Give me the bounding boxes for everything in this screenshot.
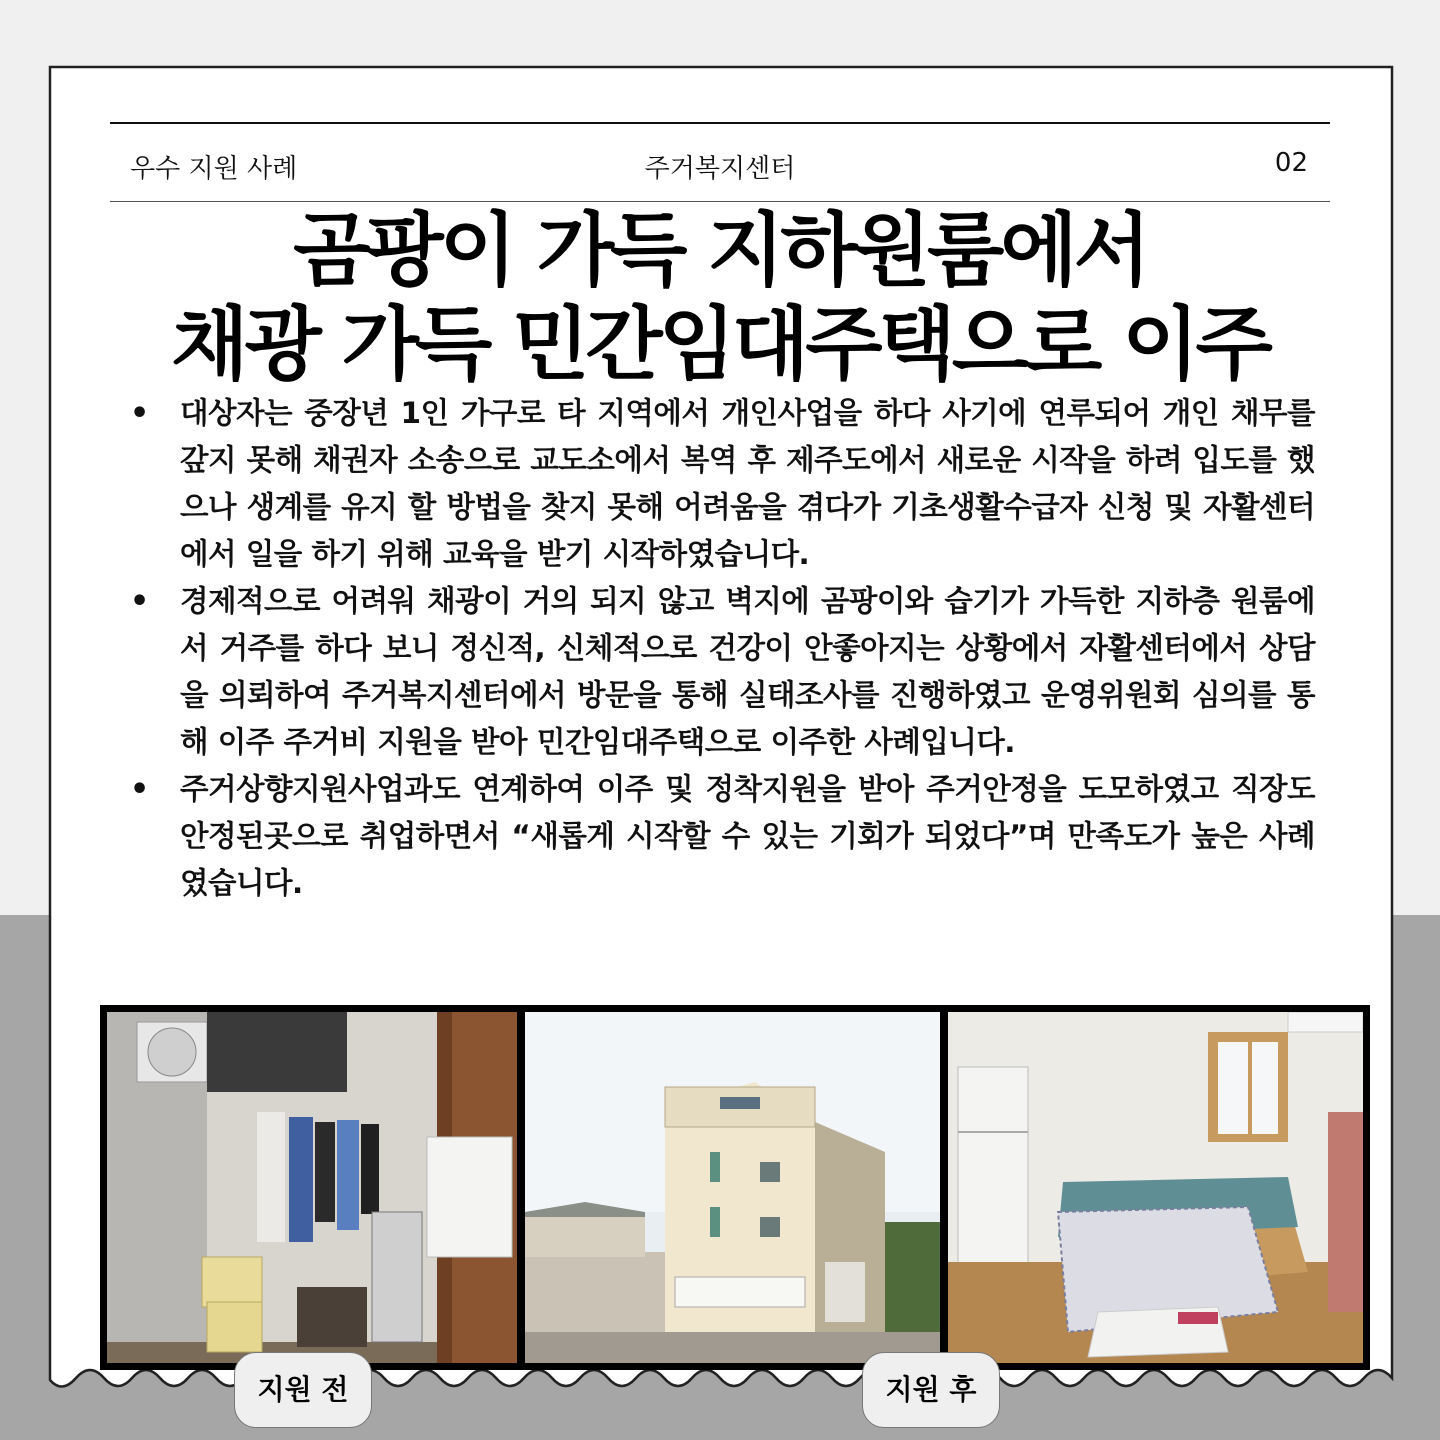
before-label: 지원 전: [234, 1352, 372, 1428]
bullet-dot: •: [130, 772, 149, 807]
title-line-1: 곰팡이 가득 지하원룸에서: [293, 204, 1147, 297]
page-title: [60, 204, 1380, 392]
bullet-text: 대상자는 중장년 1인 가구로 타 지역에서 개인사업을 하다 사기에 연루되어 개인 채무를 갚지 못해 채권자 소송으로 교도소에서 복역 후 제주도에서 새로운 시작을 하려 입도를 했으나 생계를 유지 할 방법을 찾지 못해 어려움을 겪다가 기초생활수급자 신청 및 자활센터 에서 일을 하기 위해 교육을 받기 시작하였습니다.: [180, 396, 1315, 571]
photo-after-bedroom: [948, 1012, 1363, 1363]
header-bar: [110, 122, 1330, 202]
bullet-item: [120, 766, 1315, 907]
after-label: 지원 후: [862, 1352, 1000, 1428]
bullet-item: [120, 390, 1315, 578]
photo-before-basement-room: [107, 1012, 517, 1363]
center-label: 주거복지센터: [644, 154, 796, 184]
bullet-dot: •: [130, 396, 149, 431]
title-line-2: 채광 가득 민간임대주택으로 이주: [171, 298, 1269, 391]
bullet-item: [120, 578, 1315, 766]
bullet-text: 경제적으로 어려워 채광이 거의 되지 않고 벽지에 곰팡이와 습기가 가득한 지하층 원룸에서 거주를 하다 보니 정신적, 신체적으로 건강이 안좋아지는 상황에서 자활센터에서 상담을 의뢰하여 주거복지센터에서 방문을 통해 실태조사를 진행하였고 운영위원회 심의를 통해 이주 주거비 지원을 받아 민간임대주택으로 이주한 사례입니다.: [180, 584, 1315, 759]
photo-after-building: [525, 1012, 940, 1363]
bullet-text: 주거상향지원사업과도 연계하여 이주 및 정착지원을 받아 주거안정을 도모하였고 직장도 안정된곳으로 취업하면서 “새롭게 시작할 수 있는 기회가 되었다”며 만족도가 높은 사례였습니다.: [180, 772, 1315, 900]
page-number: 02: [1274, 148, 1308, 178]
section-label: 우수 지원 사례: [130, 154, 298, 184]
photo-strip: [100, 1005, 1370, 1370]
bullet-list: [120, 390, 1315, 907]
bullet-dot: •: [130, 584, 149, 619]
